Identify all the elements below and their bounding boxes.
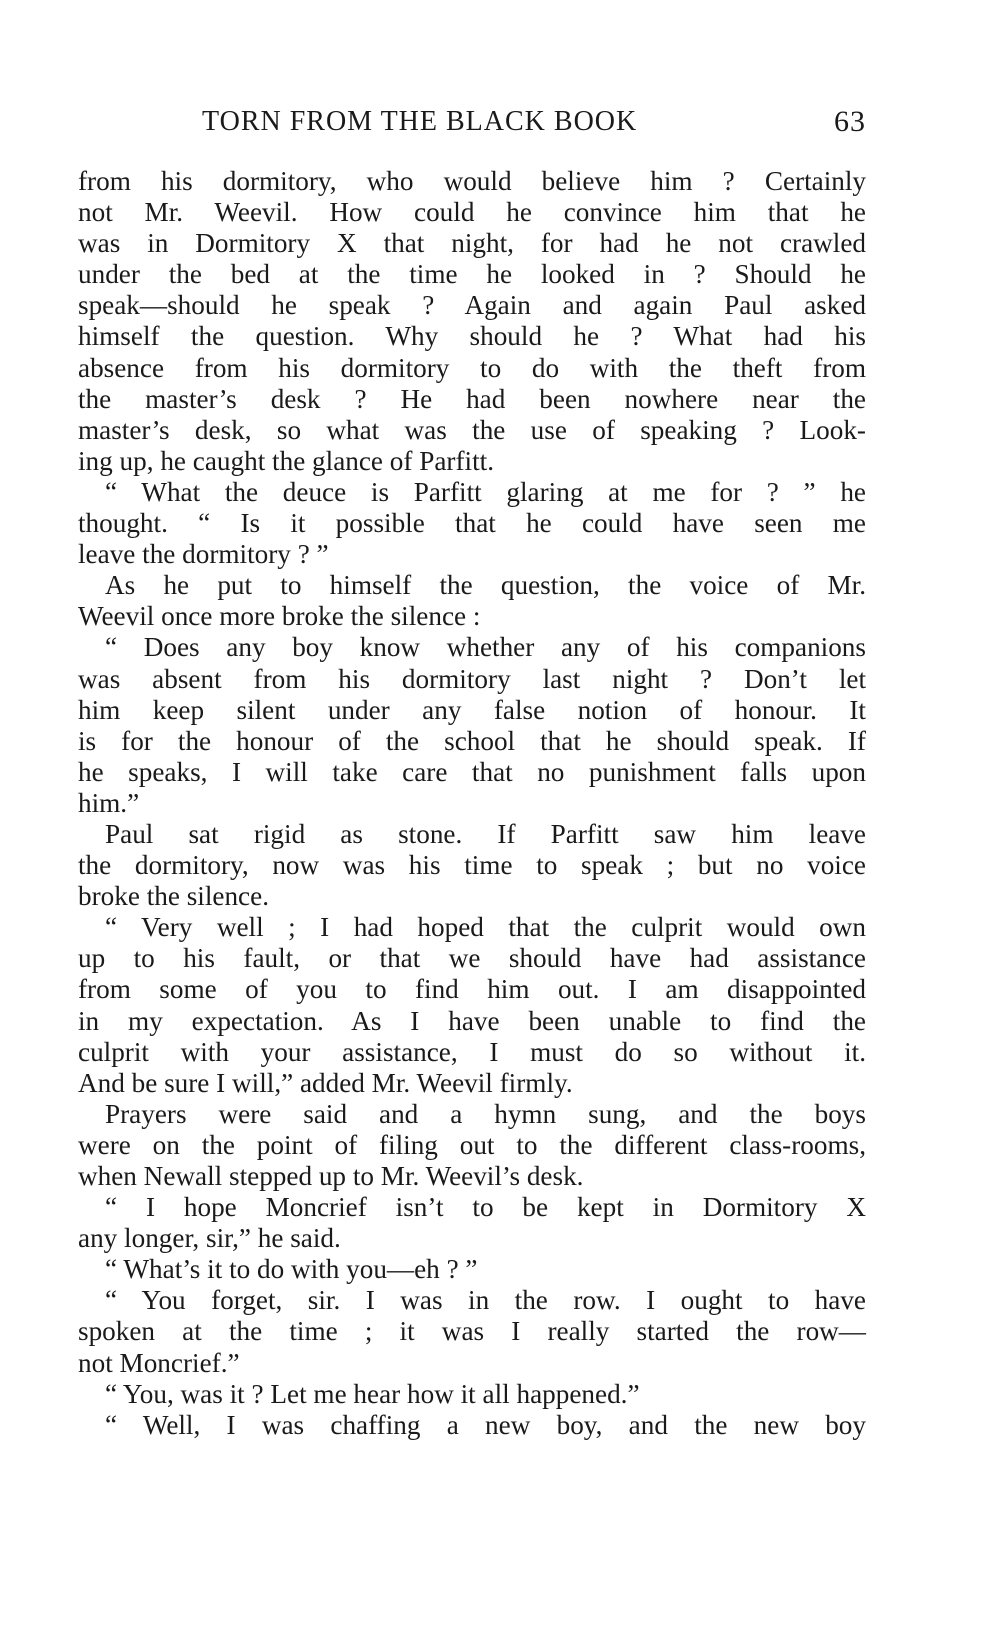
text-line: “ You, was it ? Let me hear how it all happened.” bbox=[105, 1378, 640, 1409]
text-line: not Moncrief.” bbox=[78, 1347, 240, 1378]
text-line: leave the dormitory ? ” bbox=[78, 539, 329, 570]
text-line: Weevil once more broke the silence : bbox=[78, 601, 481, 632]
body-text bbox=[78, 166, 866, 1441]
text-line: in my expectation. As I have been unable to find the bbox=[78, 1005, 866, 1036]
text-line: when Newall stepped up to Mr. Weevil’s desk. bbox=[78, 1161, 584, 1191]
text-line: speak—should he speak ? Again and again Paul asked bbox=[78, 290, 866, 321]
text-line: up to his fault, or that we should have had assistance bbox=[78, 943, 866, 974]
text-line: from some of you to find him out. I am disappointed bbox=[78, 974, 866, 1005]
running-header bbox=[78, 104, 866, 140]
text-line: under the bed at the time he looked in ? Should he bbox=[78, 259, 866, 290]
text-line: from his dormitory, who would believe him ? Certainly bbox=[78, 166, 866, 196]
text-line: “ You forget, sir. I was in the row. I ought to have bbox=[105, 1285, 866, 1316]
text-line: “ What’s it to do with you—eh ? ” bbox=[105, 1254, 478, 1285]
text-line: not Mr. Weevil. How could he convince him that he bbox=[78, 197, 866, 228]
text-line: spoken at the time ; it was I really started the row— bbox=[78, 1316, 866, 1347]
text-line: master’s desk, so what was the use of speaking ? Look- bbox=[78, 414, 866, 445]
text-line: And be sure I will,” added Mr. Weevil firmly. bbox=[78, 1067, 573, 1098]
text-line: him keep silent under any false notion of honour. It bbox=[78, 694, 866, 725]
text-line: is for the honour of the school that he should speak. If bbox=[78, 725, 866, 756]
text-line: broke the silence. bbox=[78, 881, 269, 912]
text-line: the dormitory, now was his time to speak ; but no voice bbox=[78, 850, 866, 881]
text-line: the master’s desk ? He had been nowhere near the bbox=[78, 383, 866, 414]
text-line: Paul sat rigid as stone. If Parfitt saw him leave bbox=[105, 818, 866, 849]
text-line: “ Well, I was chaffing a new boy, and the new boy bbox=[105, 1409, 866, 1440]
text-line: “ I hope Moncrief isn’t to be kept in Dormitory X bbox=[105, 1192, 866, 1223]
text-line: was absent from his dormitory last night ? Don’t let bbox=[78, 663, 866, 694]
text-line: was in Dormitory X that night, for had he not crawled bbox=[78, 228, 866, 259]
text-line: “ Very well ; I had hoped that the culprit would own bbox=[105, 912, 866, 943]
text-line: were on the point of filing out to the different class-rooms, bbox=[78, 1129, 866, 1160]
running-title: TORN FROM THE BLACK BOOK bbox=[202, 106, 638, 137]
text-line: “ What the deuce is Parfitt glaring at me for ? ” he bbox=[105, 476, 866, 507]
text-line: culprit with your assistance, I must do so without it. bbox=[78, 1036, 866, 1067]
text-line: himself the question. Why should he ? What had his bbox=[78, 321, 866, 352]
text-line: thought. “ Is it possible that he could have seen me bbox=[78, 508, 866, 539]
text-line: any longer, sir,” he said. bbox=[78, 1223, 341, 1254]
text-line: Prayers were said and a hymn sung, and the boys bbox=[105, 1098, 866, 1129]
text-line: ing up, he caught the glance of Parfitt. bbox=[78, 445, 494, 476]
text-line: As he put to himself the question, the voice of Mr. bbox=[105, 570, 866, 601]
text-line: him.” bbox=[78, 787, 140, 818]
text-line: absence from his dormitory to do with the theft from bbox=[78, 352, 866, 383]
page-number: 63 bbox=[834, 105, 866, 138]
text-line: “ Does any boy know whether any of his companions bbox=[105, 632, 866, 663]
text-line: he speaks, I will take care that no punishment falls upon bbox=[78, 756, 866, 787]
